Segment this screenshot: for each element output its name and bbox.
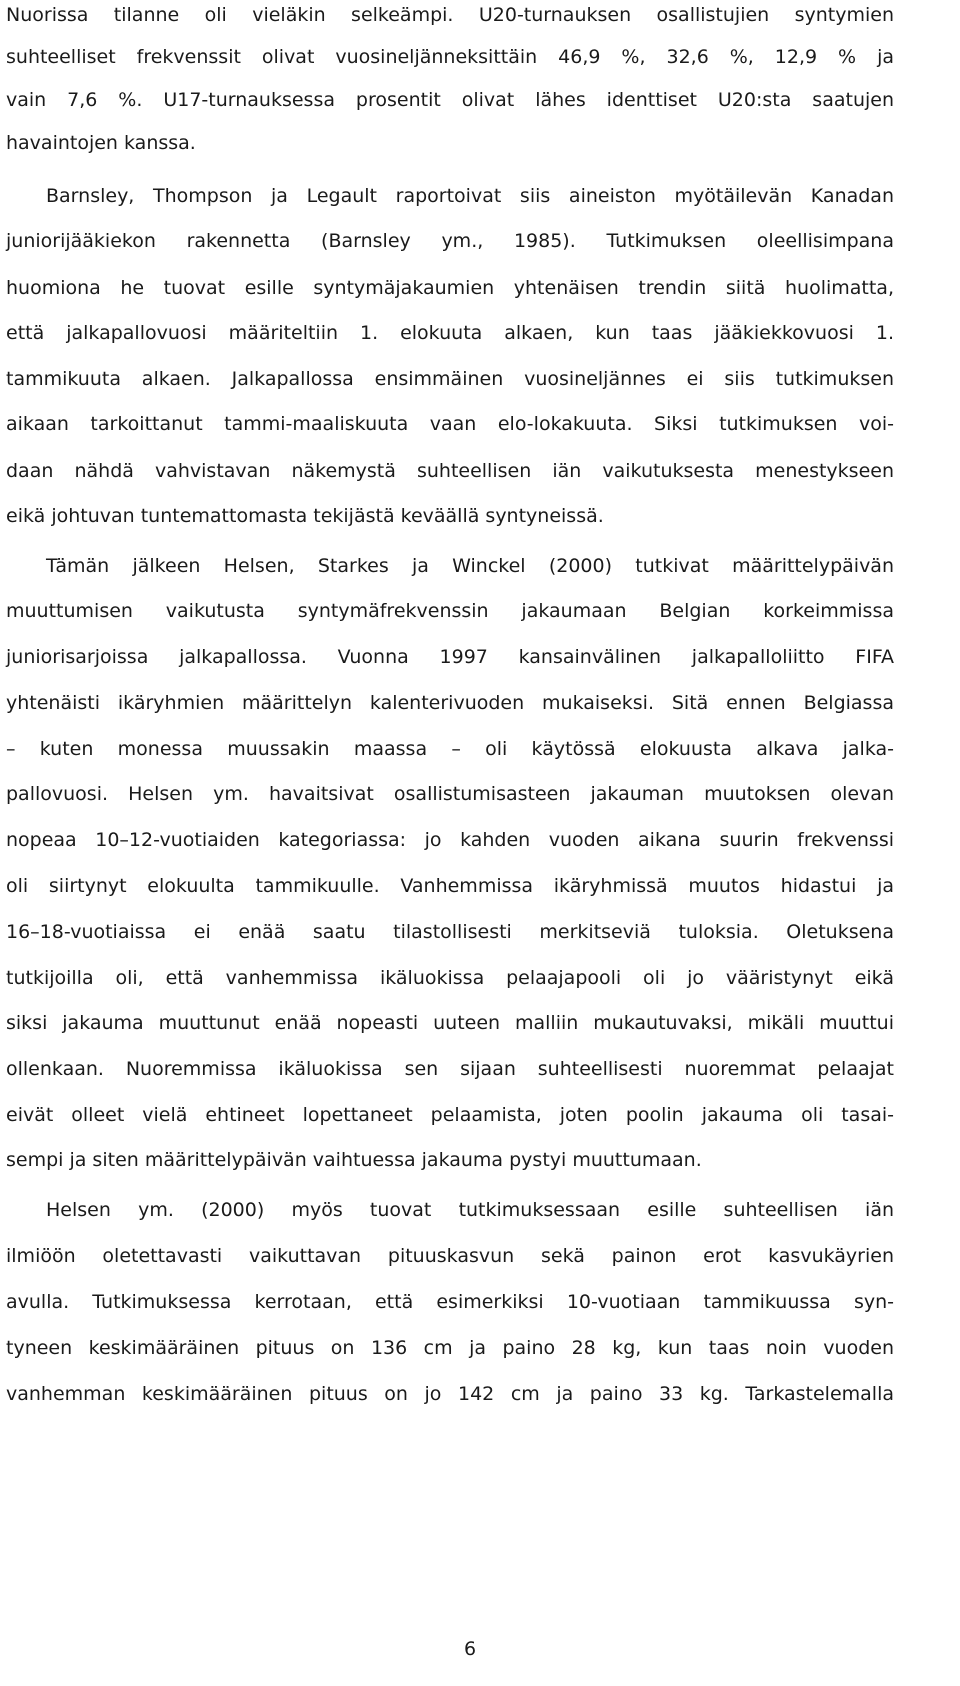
text-line: pallovuosi. Helsen ym. havaitsivat osallistumisasteen jakauman muutoksen olevan [6, 783, 894, 805]
text-line: ollenkaan. Nuoremmissa ikäluokissa sen sijaan suhteellisesti nuoremmat pelaajat [6, 1058, 894, 1080]
page-number: 6 [463, 1638, 477, 1660]
text-line: Tämän jälkeen Helsen, Starkes ja Winckel (2000) tutkivat määrittelypäivän [46, 555, 894, 577]
text-line: Helsen ym. (2000) myös tuovat tutkimuksessaan esille suhteellisen iän [46, 1199, 894, 1221]
text-line: eivät olleet vielä ehtineet lopettaneet pelaamista, joten poolin jakauma oli tasai- [6, 1104, 894, 1126]
text-line: tutkijoilla oli, että vanhemmissa ikäluokissa pelaajapooli oli jo vääristynyt eikä [6, 967, 894, 989]
text-line: yhtenäisti ikäryhmien määrittelyn kalenterivuoden mukaiseksi. Sitä ennen Belgiassa [6, 692, 894, 714]
text-line: tammikuuta alkaen. Jalkapallossa ensimmäinen vuosineljännes ei siis tutkimuksen [6, 368, 894, 390]
text-line: nopeaa 10–12-vuotiaiden kategoriassa: jo kahden vuoden aikana suurin frekvenssi [6, 829, 894, 851]
text-line: siksi jakauma muuttunut enää nopeasti uuteen malliin mukautuvaksi, mikäli muuttui [6, 1012, 894, 1034]
text-line: Barnsley, Thompson ja Legault raportoivat siis aineiston myötäilevän Kanadan [46, 185, 894, 207]
text-line: muuttumisen vaikutusta syntymäfrekvenssin jakaumaan Belgian korkeimmissa [6, 600, 894, 622]
text-line: Nuorissa tilanne oli vieläkin selkeämpi. U20-turnauksen osallistujien syntymien [6, 4, 894, 26]
text-line: tyneen keskimääräinen pituus on 136 cm ja paino 28 kg, kun taas noin vuoden [6, 1337, 894, 1359]
text-line: – kuten monessa muussakin maassa – oli käytössä elokuusta alkava jalka- [6, 738, 894, 760]
text-line: vanhemman keskimääräinen pituus on jo 142 cm ja paino 33 kg. Tarkastelemalla [6, 1383, 894, 1405]
text-line: ilmiöön oletettavasti vaikuttavan pituuskasvun sekä painon erot kasvukäyrien [6, 1245, 894, 1267]
text-line: avulla. Tutkimuksessa kerrotaan, että esimerkiksi 10-vuotiaan tammikuussa syn- [6, 1291, 894, 1313]
text-line: eikä johtuvan tuntemattomasta tekijästä keväällä syntyneissä. [6, 505, 604, 527]
text-line: sempi ja siten määrittelypäivän vaihtuessa jakauma pystyi muuttumaan. [6, 1149, 702, 1171]
text-line: havaintojen kanssa. [6, 132, 196, 154]
text-line: suhteelliset frekvenssit olivat vuosineljänneksittäin 46,9 %, 32,6 %, 12,9 % ja [6, 46, 894, 68]
text-line: juniorijääkiekon rakennetta (Barnsley ym., 1985). Tutkimuksen oleellisimpana [6, 230, 894, 252]
text-line: oli siirtynyt elokuulta tammikuulle. Vanhemmissa ikäryhmissä muutos hidastui ja [6, 875, 894, 897]
text-line: vain 7,6 %. U17-turnauksessa prosentit olivat lähes identtiset U20:sta saatujen [6, 89, 894, 111]
text-line: aikaan tarkoittanut tammi-maaliskuuta vaan elo-lokakuuta. Siksi tutkimuksen voi- [6, 413, 894, 435]
text-line: 16–18-vuotiaissa ei enää saatu tilastollisesti merkitseviä tuloksia. Oletuksena [6, 921, 894, 943]
text-line: juniorisarjoissa jalkapallossa. Vuonna 1997 kansainvälinen jalkapalloliitto FIFA [6, 646, 894, 668]
text-line: että jalkapallovuosi määriteltiin 1. elokuuta alkaen, kun taas jääkiekkovuosi 1. [6, 322, 894, 344]
text-line: huomiona he tuovat esille syntymäjakaumien yhtenäisen trendin siitä huolimatta, [6, 277, 894, 299]
text-line: daan nähdä vahvistavan näkemystä suhteellisen iän vaikutuksesta menestykseen [6, 460, 894, 482]
